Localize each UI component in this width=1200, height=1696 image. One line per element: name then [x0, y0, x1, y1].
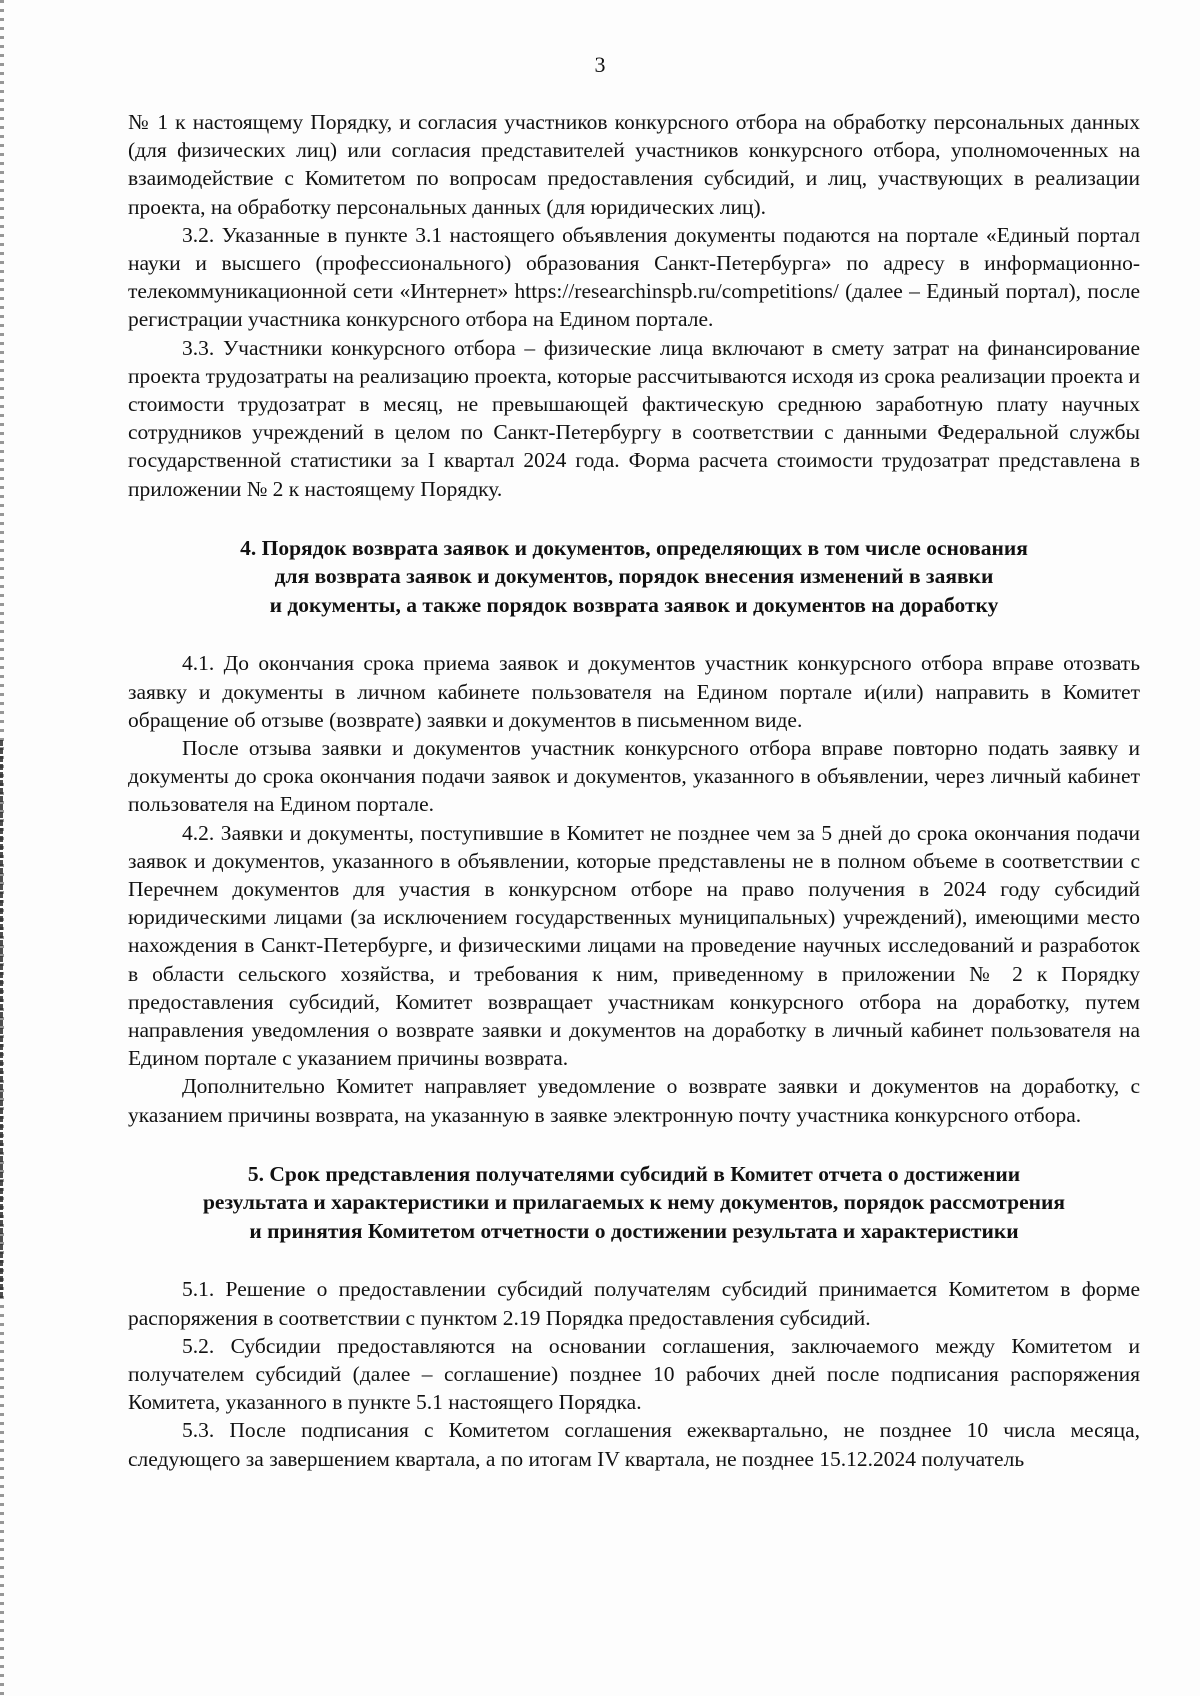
paragraph-5-2: 5.2. Субсидии предоставляются на основании соглашения, заключаемого между Комитетом и получателем субсидий (далее – соглашение) позднее 10 рабочих дней после подписания распоряжения Комитета, указанного в пункте 5.1 настоящего Порядка. [128, 1333, 1140, 1415]
document-body [128, 108, 1140, 1473]
section-4-heading-line: 4. Порядок возврата заявок и документов, определяющих в том числе основания [240, 535, 1028, 560]
section-5-heading [128, 1160, 1140, 1246]
section-5-heading-line: 5. Срок представления получателями субсидий в Комитет отчета о достижении [247, 1161, 1021, 1186]
paragraph-4-2: 4.2. Заявки и документы, поступившие в Комитет не позднее чем за 5 дней до срока окончания подачи заявок и документов, указанного в объявлении, которые представлены не в полном объеме в соответствии с Перечнем документов для участия в конкурсном отборе на право получения в 2024 году субсидий юридическими лицами (за исключением государственных муниципальных) учреждений), имеющими место нахождения в Санкт-Петербурге, и физическими лицами на проведение научных исследований и разработок в области сельского хозяйства, и требования к ним, приведенному в приложении № 2 к Порядку предоставления субсидий, Комитет возвращает участникам конкурсного отбора на доработку, путем направления уведомления о возврате заявки и документов на доработку в личный кабинет пользователя на Едином портале с указанием причины возврата. [128, 820, 1140, 1071]
section-4-heading [128, 534, 1140, 620]
page-number: 3 [594, 52, 606, 77]
paragraph-4-2-email: Дополнительно Комитет направляет уведомление о возврате заявки и документов на доработку, с указанием причины возврата, на указанную в заявке электронную почту участника конкурсного отбора. [128, 1074, 1140, 1127]
scan-edge-binding [0, 740, 3, 1300]
section-5-heading-line: результата и характеристики и прилагаемых к нему документов, порядок рассмотрения [202, 1190, 1066, 1215]
paragraph-3-3: 3.3. Участники конкурсного отбора – физические лица включают в смету затрат на финансирование проекта трудозатраты на реализацию проекта, которые рассчитываются исходя из срока реализации проекта и стоимости трудозатрат в месяц, не превышающей фактическую среднюю заработную плату научных сотрудников учреждений в целом по Санкт-Петербургу в соответствии с данными Федеральной службы государственной статистики за I квартал 2024 года. Форма расчета стоимости трудозатрат представлена в приложении № 2 к настоящему Порядку. [128, 335, 1140, 501]
paragraph-4-1: 4.1. До окончания срока приема заявок и документов участник конкурсного отбора вправе отозвать заявку и документы в личном кабинете пользователя на Едином портале и(или) направить в Комитет обращение об отзыве (возврате) заявки и документов в письменном виде. [128, 651, 1140, 732]
paragraph-3-2: 3.2. Указанные в пункте 3.1 настоящего объявления документы подаются на портале «Единый портал науки и высшего (профессионального) образования Санкт-Петербурга» по адресу в информационно-телекоммуникационной сети «Интернет» https://researchinspb.ru/competitions/ (далее – Единый портал), после регистрации участника конкурсного отбора на Едином портале. [128, 222, 1140, 332]
paragraph-4-1-resubmit: После отзыва заявки и документов участник конкурсного отбора вправе повторно подать заявку и документы до срока окончания подачи заявок и документов, указанного в объявлении, через личный кабинет пользователя на Едином портале. [128, 735, 1140, 817]
section-4-heading-line: и документы, а также порядок возврата заявок и документов на доработку [269, 592, 999, 617]
paragraph-5-1: 5.1. Решение о предоставлении субсидий получателям субсидий принимается Комитетом в форме распоряжения в соответствии с пунктом 2.19 Порядка предоставления субсидий. [128, 1277, 1140, 1330]
paragraph-5-3: 5.3. После подписания с Комитетом соглашения ежеквартально, не позднее 10 числа месяца, следующего за завершением квартала, а по итогам IV квартала, не позднее 15.12.2024 получатель [128, 1418, 1140, 1471]
section-4-heading-line: для возврата заявок и документов, порядок внесения изменений в заявки [274, 564, 994, 589]
paragraph-annex-consent: № 1 к настоящему Порядку, и согласия участников конкурсного отбора на обработку персональных данных (для физических лиц) или согласия представителей участников конкурсного отбора, уполномоченных на взаимодействие с Комитетом по вопросам предоставления субсидий, и лиц, участвующих в реализации проекта, на обработку персональных данных (для юридических лиц). [128, 110, 1140, 219]
section-5-heading-line: и принятия Комитетом отчетности о достижении результата и характеристики [249, 1218, 1019, 1243]
